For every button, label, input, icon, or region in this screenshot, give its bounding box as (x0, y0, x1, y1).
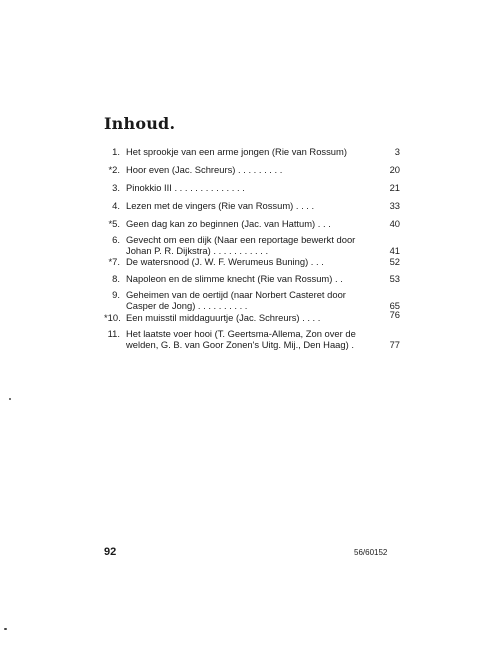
entry-title-line: Geen dag kan zo beginnen (Jac. van Hattum) . . . (126, 218, 331, 229)
entry-title (126, 312, 390, 323)
entry-number: 4. (112, 200, 120, 211)
entry-title-line: Johan P. R. Dijkstra) . . . . . . . . . . . (126, 245, 269, 256)
footer-print-code: 56/60152 (354, 548, 388, 557)
entry-title-line: Een muisstil middaguurtje (Jac. Schreurs) . . . . (126, 312, 321, 323)
entry-title-line: Casper de Jong) . . . . . . . . . . (126, 300, 248, 311)
entry-title (126, 328, 390, 350)
entry-page: 3 (394, 146, 400, 157)
entry-page: 52 (389, 256, 400, 267)
entry-number: 8. (112, 273, 120, 284)
entry-title-line: welden, G. B. van Goor Zonen's Uitg. Mij., Den Haag) . (126, 339, 354, 350)
entry-title (126, 273, 390, 284)
entry-title (126, 164, 390, 175)
entry-number: 9. (112, 289, 120, 300)
entry-number: *10. (104, 312, 121, 323)
entry-title-line: Hoor even (Jac. Schreurs) . . . . . . . . . (126, 164, 283, 175)
entry-title (126, 182, 390, 193)
scan-speck (9, 398, 11, 400)
footer-page-number: 92 (104, 546, 117, 558)
entry-page: 41 (389, 245, 400, 256)
entry-title (126, 256, 390, 267)
entry-number: *5. (108, 218, 120, 229)
entry-page: 53 (389, 273, 400, 284)
entry-page: 77 (389, 339, 400, 350)
entry-title (126, 234, 390, 256)
entry-page: 33 (389, 200, 400, 211)
entry-number: 3. (112, 182, 120, 193)
entry-number: 6. (112, 234, 120, 245)
page-title: Inhoud. (104, 114, 176, 133)
entry-page: 65 (389, 300, 400, 311)
entry-page: 21 (389, 182, 400, 193)
entry-title (126, 218, 390, 229)
entry-title-line: Gevecht om een dijk (Naar een reportage bewerkt door (126, 234, 356, 245)
entry-title (126, 289, 390, 311)
entry-page: 20 (389, 164, 400, 175)
entry-title-line: Pinokkio III . . . . . . . . . . . . . . (126, 182, 245, 193)
entry-title (126, 146, 390, 157)
scan-speck (4, 628, 7, 630)
entry-number: 11. (107, 328, 120, 339)
entry-number: 1. (112, 146, 120, 157)
entry-title-line: De watersnood (J. W. F. Werumeus Buning) . . . (126, 256, 324, 267)
entry-page: 40 (389, 218, 400, 229)
entry-title-line: Het laatste voer hooi (T. Geertsma-Allema, Zon over de (126, 328, 356, 339)
entry-number: *7. (108, 256, 120, 267)
entry-title (126, 200, 390, 211)
entry-number: *2. (108, 164, 120, 175)
entry-title-line: Napoleon en de slimme knecht (Rie van Rossum) . . (126, 273, 343, 284)
entry-title-line: Het sprookje van een arme jongen (Rie van Rossum) (126, 146, 347, 157)
entry-page: 76 (389, 309, 400, 320)
entry-title-line: Geheimen van de oertijd (naar Norbert Casteret door (126, 289, 346, 300)
entry-title-line: Lezen met de vingers (Rie van Rossum) . . . . (126, 200, 315, 211)
